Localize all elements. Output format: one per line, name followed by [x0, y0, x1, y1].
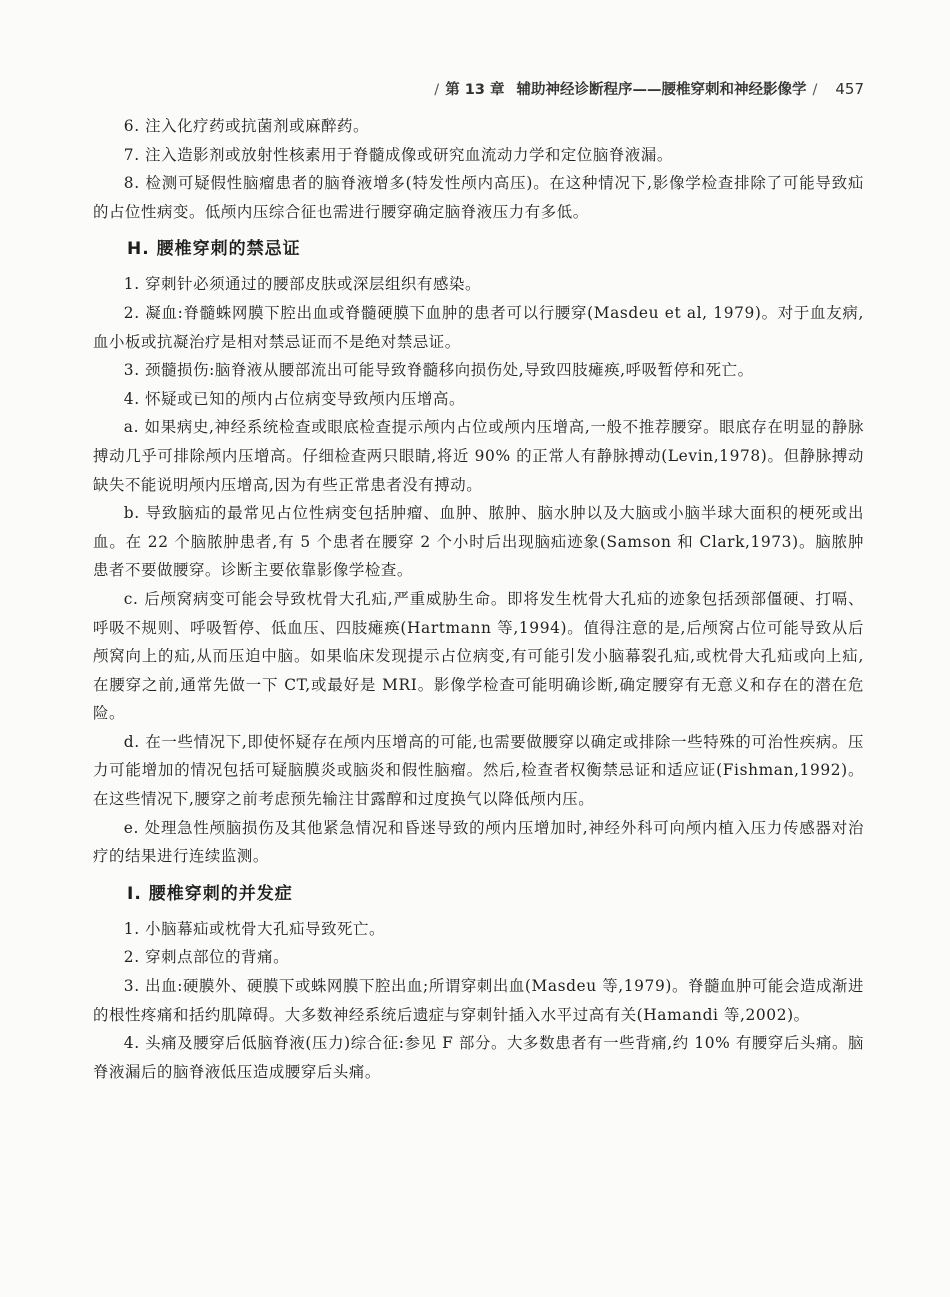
list-subitem: d. 在一些情况下,即使怀疑存在颅内压增高的可能,也需要做腰穿以确定或排除一些特殊的可治性疾病。压力可能增加的情况包括可疑脑膜炎或脑炎和假性脑瘤。然后,检查者权衡禁忌证和适应证(Fishman,1992)。在这些情况下,腰穿之前考虑预先输注甘露醇和过度换气以降低颅内压。	[93, 732, 864, 809]
section-heading-complications: I. 腰椎穿刺的并发症	[127, 883, 293, 904]
page-number: 457	[835, 80, 864, 98]
list-item: 3. 出血:硬膜外、硬膜下或蛛网膜下腔出血;所谓穿刺出血(Masdeu 等,1979)。脊髓血肿可能会造成渐进的根性疼痛和括约肌障碍。大多数神经系统后遗症与穿刺针插入水平过高有关(Hamandi 等,2002)。	[93, 977, 864, 1024]
section-heading-contraindications: H. 腰椎穿刺的禁忌证	[127, 239, 301, 260]
list-subitem: e. 处理急性颅脑损伤及其他紧急情况和昏迷导致的颅内压增加时,神经外科可向颅内植入压力传感器对治疗的结果进行连续监测。	[93, 818, 864, 866]
running-header	[93, 78, 864, 104]
chapter-label: 第 13 章	[445, 82, 505, 98]
list-item: 1. 穿刺针必须通过的腰部皮肤或深层组织有感染。	[123, 275, 481, 294]
contraindications-list	[93, 270, 864, 870]
complications-list	[93, 915, 864, 1087]
header-slash-left: /	[434, 82, 440, 98]
list-subitem: c. 后颅窝病变可能会导致枕骨大孔疝,严重威胁生命。即将发生枕骨大孔疝的迹象包括颈部僵硬、打嗝、呼吸不规则、呼吸暂停、低血压、四肢瘫痪(Hartmann 等,1994)。值得注意的是,后颅窝占位可能导致从后颅窝向上的疝,从而压迫中脑。如果临床发现提示占位病变,有可能引发小脑幕裂孔疝,或枕骨大孔疝或向上疝,在腰穿之前,通常先做一下 CT,或最好是 MRI。影像学检查可能明确诊断,确定腰穿有无意义和存在的潜在危险。	[93, 589, 864, 723]
list-item: 3. 颈髓损伤:脑脊液从腰部流出可能导致脊髓移向损伤处,导致四肢瘫痪,呼吸暂停和死亡。	[123, 361, 754, 380]
list-item: 1. 小脑幕疝或枕骨大孔疝导致死亡。	[123, 919, 386, 938]
list-item: 2. 穿刺点部位的背痛。	[123, 948, 290, 967]
list-item: 4. 头痛及腰穿后低脑脊液(压力)综合征:参见 F 部分。大多数患者有一些背痛,约 10% 有腰穿后头痛。脑脊液漏后的脑脊液低压造成腰穿后头痛。	[93, 1034, 864, 1081]
list-item: 2. 凝血:脊髓蛛网膜下腔出血或脊髓硬膜下血肿的患者可以行腰穿(Masdeu et al, 1979)。对于血友病,血小板或抗凝治疗是相对禁忌证而不是绝对禁忌证。	[93, 303, 864, 351]
list-item: 6. 注入化疗药或抗菌剂或麻醉药。	[123, 117, 370, 135]
header-slash-right: /	[812, 82, 818, 98]
list-item: 4. 怀疑或已知的颅内占位病变导致颅内压增高。	[123, 389, 465, 408]
list-item: 7. 注入造影剂或放射性核素用于脊髓成像或研究血流动力学和定位脑脊液漏。	[123, 145, 673, 164]
chapter-title: 辅助神经诊断程序——腰椎穿刺和神经影像学	[516, 82, 807, 98]
list-subitem: a. 如果病史,神经系统检查或眼底检查提示颅内占位或颅内压增高,一般不推荐腰穿。眼底存在明显的静脉搏动几乎可排除颅内压增高。仔细检查两只眼睛,将近 90% 的正常人有静脉搏动(Levin,1978)。但静脉搏动缺失不能说明颅内压增高,因为有些正常患者没有搏动。	[93, 418, 864, 494]
intro-list	[93, 112, 864, 226]
list-subitem: b. 导致脑疝的最常见占位性病变包括肿瘤、血肿、脓肿、脑水肿以及大脑或小脑半球大面积的梗死或出血。在 22 个脑脓肿患者,有 5 个患者在腰穿 2 个小时后出现脑疝迹象(Samson 和 Clark,1973)。脑脓肿患者不要做腰穿。诊断主要依靠影像学检查。	[93, 504, 864, 580]
list-item: 8. 检测可疑假性脑瘤患者的脑脊液增多(特发性颅内高压)。在这种情况下,影像学检查排除了可能导致疝的占位性病变。低颅内压综合征也需进行腰穿确定脑脊液压力有多低。	[93, 174, 864, 221]
